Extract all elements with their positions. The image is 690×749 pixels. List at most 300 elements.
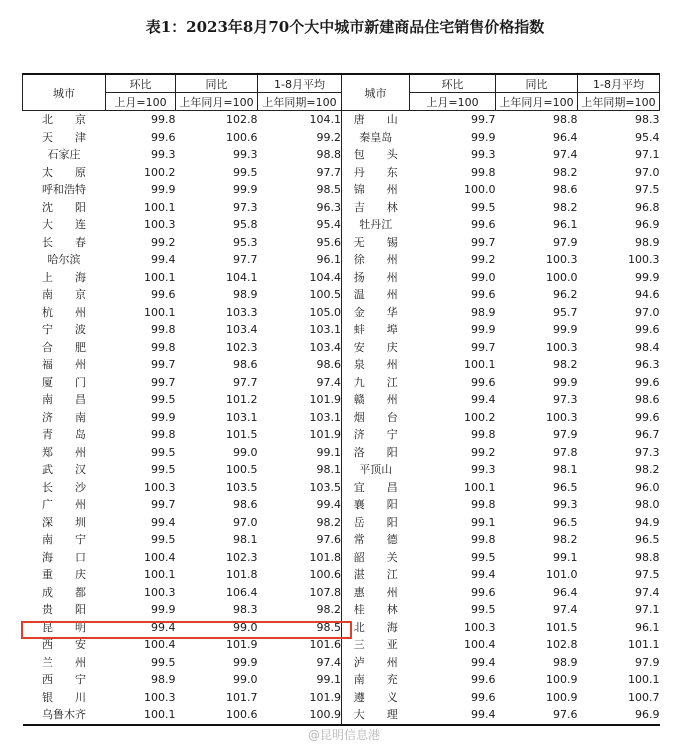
hb-left: 100.1 — [144, 270, 176, 284]
tb-left: 97.0 — [233, 515, 258, 529]
city-right: 大 理 — [342, 706, 410, 725]
hb-right: 99.6 — [471, 218, 496, 232]
city-right: 韶 关 — [342, 549, 410, 567]
hb-right: 99.1 — [471, 515, 496, 529]
avg-right: 100.1 — [628, 673, 660, 687]
city-left: 南 京 — [42, 288, 86, 302]
hb-left: 99.5 — [151, 393, 176, 407]
hb-left: 99.4 — [151, 515, 176, 529]
hb-left: 99.5 — [151, 533, 176, 547]
city-right: 赣 州 — [342, 391, 410, 409]
hb-left: 100.2 — [144, 165, 176, 179]
avg-left: 103.4 — [309, 340, 341, 354]
avg-left: 95.6 — [316, 235, 341, 249]
table-row — [23, 286, 660, 304]
table-row — [23, 304, 660, 322]
avg-left: 99.1 — [316, 445, 341, 459]
avg-left: 98.2 — [316, 603, 341, 617]
header-city-right: 城市 — [342, 74, 410, 111]
city-left: 太 原 — [42, 165, 86, 179]
hb-left: 99.9 — [151, 410, 176, 424]
table-row — [23, 164, 660, 182]
header-avg-left: 1-8月平均 — [258, 74, 342, 93]
table-row — [23, 216, 660, 234]
tb-right: 96.1 — [553, 218, 578, 232]
avg-left: 100.5 — [309, 288, 341, 302]
highlight-box-kunming — [21, 621, 352, 639]
city-right: 唐 山 — [342, 111, 410, 129]
city-right: 包 头 — [342, 146, 410, 164]
tb-right: 98.2 — [553, 200, 578, 214]
tb-right: 100.3 — [546, 253, 578, 267]
avg-right: 99.6 — [635, 375, 660, 389]
table-row — [23, 444, 660, 462]
tb-right: 99.1 — [553, 550, 578, 564]
avg-left: 105.0 — [309, 305, 341, 319]
tb-right: 97.4 — [553, 603, 578, 617]
avg-left: 96.1 — [316, 253, 341, 267]
hb-left: 100.1 — [144, 200, 176, 214]
hb-right: 100.2 — [464, 410, 496, 424]
avg-right: 98.4 — [635, 340, 660, 354]
table-row — [23, 461, 660, 479]
tb-left: 98.6 — [233, 358, 258, 372]
tb-right: 96.2 — [553, 288, 578, 302]
tb-left: 100.6 — [226, 130, 258, 144]
hb-right: 99.7 — [471, 113, 496, 127]
tb-right: 100.9 — [546, 690, 578, 704]
subheader-hb-right: 上月=100 — [410, 93, 496, 111]
tb-left: 103.4 — [226, 323, 258, 337]
city-right: 吉 林 — [342, 199, 410, 217]
city-left: 合 肥 — [42, 340, 86, 354]
tb-right: 97.4 — [553, 148, 578, 162]
table-row — [23, 146, 660, 164]
table-row — [23, 339, 660, 357]
avg-right: 97.1 — [635, 148, 660, 162]
city-left: 杭 州 — [42, 305, 86, 319]
avg-left: 98.6 — [316, 358, 341, 372]
city-right: 惠 州 — [342, 584, 410, 602]
hb-right: 99.3 — [471, 148, 496, 162]
city-right: 常 德 — [342, 531, 410, 549]
tb-right: 97.9 — [553, 428, 578, 442]
hb-right: 99.5 — [471, 603, 496, 617]
table-row — [23, 409, 660, 427]
avg-right: 96.3 — [635, 358, 660, 372]
avg-left: 95.4 — [316, 218, 341, 232]
city-right: 湛 江 — [342, 566, 410, 584]
avg-right: 98.8 — [635, 550, 660, 564]
hb-left: 99.8 — [151, 340, 176, 354]
tb-right: 100.0 — [546, 270, 578, 284]
hb-right: 99.5 — [471, 200, 496, 214]
avg-left: 99.1 — [316, 673, 341, 687]
city-right: 南 充 — [342, 671, 410, 689]
table-row — [23, 514, 660, 532]
hb-left: 100.1 — [144, 568, 176, 582]
header-hb-left: 环比 — [106, 74, 176, 93]
table-row — [23, 654, 660, 672]
city-right: 宜 昌 — [342, 479, 410, 497]
tb-left: 103.5 — [226, 480, 258, 494]
tb-right: 100.3 — [546, 340, 578, 354]
hb-left: 100.1 — [106, 706, 176, 725]
tb-right: 97.3 — [553, 393, 578, 407]
header-city-left: 城市 — [23, 74, 106, 111]
avg-left: 101.9 — [309, 428, 341, 442]
hb-left: 99.9 — [151, 183, 176, 197]
header-avg-right: 1-8月平均 — [578, 74, 660, 93]
tb-right: 96.4 — [553, 130, 578, 144]
tb-right: 99.3 — [553, 498, 578, 512]
city-right: 平顶山 — [342, 461, 410, 479]
table-row — [23, 111, 660, 129]
avg-left: 100.6 — [309, 568, 341, 582]
hb-left: 99.6 — [151, 130, 176, 144]
avg-right: 96.5 — [635, 533, 660, 547]
hb-right: 99.2 — [471, 253, 496, 267]
avg-left: 98.5 — [316, 620, 341, 634]
avg-left: 97.6 — [316, 533, 341, 547]
city-left: 贵 阳 — [42, 603, 86, 617]
hb-right: 99.8 — [471, 165, 496, 179]
tb-left: 98.1 — [233, 533, 258, 547]
tb-left: 103.3 — [226, 305, 258, 319]
tb-right: 98.8 — [553, 113, 578, 127]
avg-right: 97.3 — [635, 445, 660, 459]
tb-right: 100.3 — [546, 410, 578, 424]
hb-left: 100.4 — [144, 550, 176, 564]
hb-right: 99.6 — [471, 288, 496, 302]
hb-right: 100.4 — [464, 638, 496, 652]
hb-left: 100.3 — [144, 480, 176, 494]
tb-left: 95.3 — [233, 235, 258, 249]
avg-left: 97.4 — [316, 655, 341, 669]
hb-right: 100.3 — [464, 620, 496, 634]
hb-right: 99.7 — [471, 235, 496, 249]
tb-left: 95.8 — [233, 218, 258, 232]
tb-left: 97.7 — [233, 375, 258, 389]
hb-left: 99.2 — [151, 235, 176, 249]
city-right: 丹 东 — [342, 164, 410, 182]
avg-left: 97.4 — [316, 375, 341, 389]
hb-left: 99.9 — [151, 603, 176, 617]
tb-left: 99.0 — [233, 620, 258, 634]
city-left: 宁 波 — [42, 323, 86, 337]
table-row — [23, 496, 660, 514]
hb-right: 99.4 — [471, 655, 496, 669]
subheader-hb-left: 上月=100 — [106, 93, 176, 111]
tb-left: 99.9 — [233, 183, 258, 197]
tb-right: 97.8 — [553, 445, 578, 459]
hb-right: 99.0 — [471, 270, 496, 284]
city-right: 无 锡 — [342, 234, 410, 252]
city-right: 九 江 — [342, 374, 410, 392]
tb-right: 97.6 — [496, 706, 578, 725]
subheader-avg-right: 上年同期=100 — [578, 93, 660, 111]
hb-right: 99.7 — [471, 340, 496, 354]
hb-right: 99.5 — [471, 550, 496, 564]
subheader-tb-left: 上年同月=100 — [176, 93, 258, 111]
tb-left: 101.8 — [226, 568, 258, 582]
avg-right: 97.0 — [635, 305, 660, 319]
city-right: 蚌 埠 — [342, 321, 410, 339]
city-left: 郑 州 — [42, 445, 86, 459]
hb-right: 100.1 — [464, 358, 496, 372]
avg-right: 97.1 — [635, 603, 660, 617]
tb-left: 98.9 — [233, 288, 258, 302]
avg-left: 97.7 — [316, 165, 341, 179]
avg-left: 104.4 — [309, 270, 341, 284]
city-left: 深 圳 — [42, 515, 86, 529]
avg-right: 101.1 — [628, 638, 660, 652]
avg-right: 94.9 — [635, 515, 660, 529]
avg-right: 97.4 — [635, 585, 660, 599]
city-right: 金 华 — [342, 304, 410, 322]
avg-right: 98.3 — [635, 113, 660, 127]
hb-right: 99.9 — [471, 130, 496, 144]
avg-right: 96.0 — [635, 480, 660, 494]
avg-left: 98.2 — [316, 515, 341, 529]
table-row — [23, 356, 660, 374]
table-row — [23, 601, 660, 619]
tb-right: 99.9 — [553, 323, 578, 337]
city-right: 济 宁 — [342, 426, 410, 444]
avg-right: 96.9 — [635, 218, 660, 232]
city-left: 南 昌 — [42, 393, 86, 407]
city-right: 三 亚 — [342, 636, 410, 654]
tb-left: 102.3 — [226, 550, 258, 564]
hb-left: 99.5 — [151, 445, 176, 459]
hb-left: 99.8 — [151, 428, 176, 442]
city-left: 上 海 — [42, 270, 86, 284]
hb-left: 99.8 — [151, 323, 176, 337]
city-right: 北 海 — [342, 619, 410, 637]
hb-right: 99.4 — [471, 568, 496, 582]
table-row — [23, 234, 660, 252]
city-right: 洛 阳 — [342, 444, 410, 462]
avg-right: 94.6 — [635, 288, 660, 302]
tb-right: 98.2 — [553, 358, 578, 372]
city-left: 银 川 — [42, 690, 86, 704]
hb-right: 99.4 — [471, 393, 496, 407]
tb-right: 101.0 — [546, 568, 578, 582]
hb-left: 100.3 — [144, 585, 176, 599]
avg-left: 98.8 — [316, 148, 341, 162]
hb-left: 99.7 — [151, 375, 176, 389]
tb-left: 106.4 — [226, 585, 258, 599]
city-right: 秦皇岛 — [342, 129, 410, 147]
city-left: 沈 阳 — [42, 200, 86, 214]
city-right: 牡丹江 — [342, 216, 410, 234]
hb-right: 99.4 — [410, 706, 496, 725]
table-row — [23, 531, 660, 549]
tb-right: 98.6 — [553, 183, 578, 197]
tb-left: 102.3 — [226, 340, 258, 354]
avg-right: 98.9 — [635, 235, 660, 249]
tb-left: 98.3 — [233, 603, 258, 617]
city-right: 遵 义 — [342, 689, 410, 707]
hb-right: 99.8 — [471, 428, 496, 442]
header-hb-right: 环比 — [410, 74, 496, 93]
avg-left: 101.9 — [309, 690, 341, 704]
tb-right: 97.9 — [553, 235, 578, 249]
avg-right: 100.3 — [628, 253, 660, 267]
table-row — [23, 566, 660, 584]
avg-right: 97.5 — [635, 568, 660, 582]
table-row — [23, 689, 660, 707]
city-left: 石家庄 — [47, 148, 81, 162]
hb-left: 99.7 — [151, 358, 176, 372]
subheader-avg-left: 上年同期=100 — [258, 93, 342, 111]
table-title: 表1：2023年8月70个大中城市新建商品住宅销售价格指数 — [145, 18, 545, 36]
avg-left: 103.1 — [309, 323, 341, 337]
hb-left: 99.3 — [151, 148, 176, 162]
avg-left: 103.1 — [309, 410, 341, 424]
avg-left: 104.1 — [309, 113, 341, 127]
avg-right: 96.7 — [635, 428, 660, 442]
table-row — [23, 199, 660, 217]
hb-right: 100.1 — [464, 480, 496, 494]
hb-right: 99.8 — [471, 533, 496, 547]
city-left: 福 州 — [42, 358, 86, 372]
hb-left: 99.8 — [151, 113, 176, 127]
city-left: 重 庆 — [42, 568, 86, 582]
city-left: 长 春 — [42, 235, 86, 249]
hb-right: 98.9 — [471, 305, 496, 319]
city-left: 哈尔滨 — [47, 253, 81, 267]
tb-right: 98.2 — [553, 533, 578, 547]
tb-right: 95.7 — [553, 305, 578, 319]
city-left: 西 宁 — [42, 673, 86, 687]
city-left: 南 宁 — [42, 533, 86, 547]
tb-left: 99.0 — [233, 673, 258, 687]
avg-left: 96.3 — [316, 200, 341, 214]
avg-left: 103.5 — [309, 480, 341, 494]
hb-left: 99.5 — [151, 463, 176, 477]
hb-right: 99.6 — [471, 673, 496, 687]
city-left: 厦 门 — [42, 375, 86, 389]
city-left: 乌鲁木齐 — [23, 706, 106, 725]
city-right: 扬 州 — [342, 269, 410, 287]
city-left: 济 南 — [42, 410, 86, 424]
table-row — [23, 671, 660, 689]
table-row — [23, 426, 660, 444]
city-right: 泸 州 — [342, 654, 410, 672]
avg-right: 100.7 — [628, 690, 660, 704]
tb-right: 98.2 — [553, 165, 578, 179]
tb-left: 97.7 — [233, 253, 258, 267]
tb-left: 100.5 — [226, 463, 258, 477]
city-left: 昆 明 — [42, 620, 86, 634]
subheader-tb-right: 上年同月=100 — [496, 93, 578, 111]
hb-left: 99.5 — [151, 655, 176, 669]
table-row — [23, 479, 660, 497]
table-row — [23, 269, 660, 287]
tb-left: 102.8 — [226, 113, 258, 127]
tb-right: 96.5 — [553, 480, 578, 494]
tb-left: 98.6 — [233, 498, 258, 512]
avg-right: 97.9 — [635, 655, 660, 669]
city-right: 温 州 — [342, 286, 410, 304]
tb-left: 104.1 — [226, 270, 258, 284]
hb-left: 100.4 — [144, 638, 176, 652]
table-row — [23, 549, 660, 567]
tb-left: 99.0 — [233, 445, 258, 459]
city-left: 成 都 — [42, 585, 86, 599]
watermark: @昆明信息港 — [308, 728, 381, 742]
tb-left: 101.7 — [226, 690, 258, 704]
tb-right: 96.4 — [553, 585, 578, 599]
city-left: 北 京 — [42, 113, 86, 127]
tb-right: 96.5 — [553, 515, 578, 529]
hb-right: 99.8 — [471, 498, 496, 512]
tb-left: 99.9 — [233, 655, 258, 669]
table-row — [23, 251, 660, 269]
tb-right: 99.9 — [553, 375, 578, 389]
avg-right: 97.0 — [635, 165, 660, 179]
avg-right: 97.5 — [635, 183, 660, 197]
tb-left: 101.9 — [226, 638, 258, 652]
city-left: 青 岛 — [42, 428, 86, 442]
table-row — [23, 391, 660, 409]
tb-left: 97.3 — [233, 200, 258, 214]
hb-left: 99.6 — [151, 288, 176, 302]
hb-right: 99.9 — [471, 323, 496, 337]
tb-right: 102.8 — [546, 638, 578, 652]
avg-right: 98.0 — [635, 498, 660, 512]
hb-left: 99.7 — [151, 498, 176, 512]
city-right: 桂 林 — [342, 601, 410, 619]
tb-right: 101.5 — [546, 620, 578, 634]
header-tb-left: 同比 — [176, 74, 258, 93]
tb-left: 101.2 — [226, 393, 258, 407]
table-row — [23, 706, 660, 725]
avg-right: 99.9 — [635, 270, 660, 284]
avg-left: 101.6 — [309, 638, 341, 652]
avg-right: 96.9 — [578, 706, 660, 725]
hb-left: 99.4 — [151, 620, 176, 634]
city-left: 兰 州 — [42, 655, 86, 669]
hb-right: 99.6 — [471, 690, 496, 704]
tb-right: 100.9 — [546, 673, 578, 687]
tb-left: 103.1 — [226, 410, 258, 424]
city-right: 安 庆 — [342, 339, 410, 357]
city-right: 锦 州 — [342, 181, 410, 199]
city-left: 广 州 — [42, 498, 86, 512]
tb-right: 98.9 — [553, 655, 578, 669]
avg-left: 101.9 — [309, 393, 341, 407]
table-row — [23, 374, 660, 392]
avg-left: 99.4 — [316, 498, 341, 512]
avg-right: 99.6 — [635, 410, 660, 424]
table-row — [23, 584, 660, 602]
avg-right: 99.6 — [635, 323, 660, 337]
tb-left: 100.6 — [176, 706, 258, 725]
table-row — [23, 181, 660, 199]
hb-right: 100.0 — [464, 183, 496, 197]
hb-left: 100.3 — [144, 690, 176, 704]
avg-right: 98.6 — [635, 393, 660, 407]
city-left: 呼和浩特 — [42, 183, 86, 197]
hb-left: 98.9 — [151, 673, 176, 687]
avg-left: 98.5 — [316, 183, 341, 197]
avg-left: 99.2 — [316, 130, 341, 144]
city-left: 天 津 — [42, 130, 86, 144]
hb-left: 99.4 — [151, 253, 176, 267]
tb-left: 99.3 — [233, 148, 258, 162]
